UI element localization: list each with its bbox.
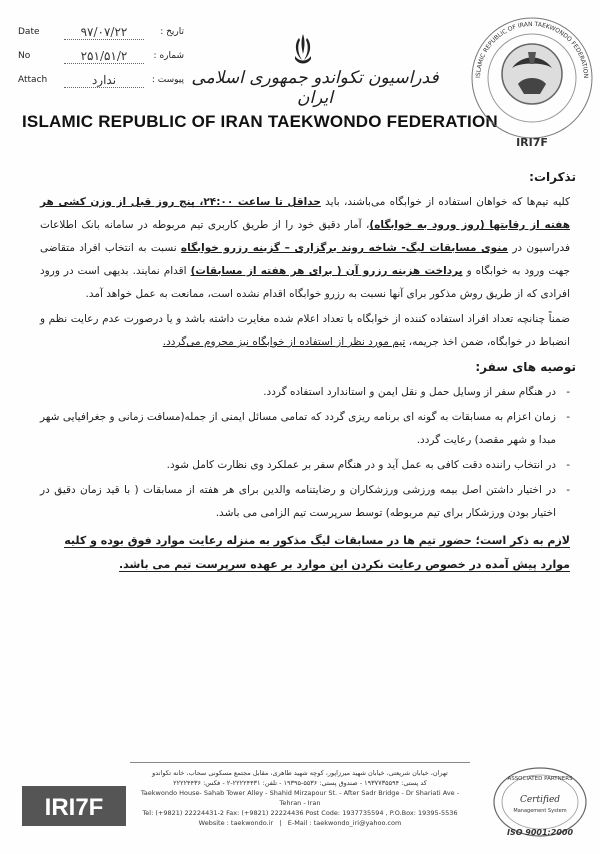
notes-paragraph-2 xyxy=(40,308,570,354)
notes-title: تذکرات: xyxy=(529,170,576,184)
iso-top-text: ASSOCIATED PARTNERS xyxy=(507,776,573,782)
p1-deadline: حداقل تا ساعت ۲۴:۰۰، پنج روز قبل از وزن کشی هر هفته از رقابتها (روز ورود به خوابگاه) xyxy=(40,196,570,231)
iso-label: ISO 9001:2000 xyxy=(506,828,574,837)
p1-payment: پرداخت هزینه رزرو آن ( برای هر هفته از مسابقات) xyxy=(190,265,463,277)
attach-row xyxy=(18,68,188,92)
travel-list xyxy=(40,381,570,525)
notes-paragraph-1 xyxy=(40,191,570,306)
date-value: ۹۷/۰۷/۲۲ xyxy=(64,25,144,40)
number-label-fa: شماره : xyxy=(153,51,184,61)
footer-phone-fa: کد پستی: ۱۹۳۷۷۳۵۵۹۴ - صندوق پستی: ۵۵۳۶-۱۹۳۹۵ - تلفن: ۲۲۲۲۴۴۳۱-۲ - فکس: ۲۲۲۲۴۴۳۶ xyxy=(173,779,427,787)
p1-part-c: ، آمار دقیق خود را از طریق کاربری تیم مربوطه در سامانه بانک اطلاعات فدراسیون در xyxy=(40,219,571,254)
iran-emblem-icon xyxy=(290,32,316,66)
travel-item: - در اختیار داشتن اصل بیمه ورزشی ورزشکاران و رضایتنامه والدین برای هر هفته از مسابقات ( با قید زمان دقیق در اختیار بودن ورزشکار برای تیم مربوطه) توسط سرپرست تیم الزامی می باشد. xyxy=(40,479,570,525)
iri-logo-icon xyxy=(22,786,126,826)
date-label-en: Date xyxy=(18,27,40,37)
iri-logo-text: IRI7F xyxy=(44,794,104,821)
footer-web-row: Website : taekwondo.ir | E-Mail : taekwondo_iri@yahoo.com xyxy=(198,819,402,827)
federation-seal-icon xyxy=(468,6,596,156)
footer-address-en: Taekwondo House- Sahab Tower Alley - Shahid Mirzapour St. - After Sadr Bridge - Dr Shariati Ave - Tehran - Iran xyxy=(140,789,460,807)
final-note-line-1: لازم به ذکر است؛ حضور تیم ها در مسابقات لیگ مذکور به منزله رعایت موارد فوق بوده و کلیه xyxy=(64,534,570,547)
iso-sub-text: Management System xyxy=(513,808,567,814)
date-label-fa: تاریخ : xyxy=(160,27,184,37)
travel-item: - در هنگام سفر از وسایل حمل و نقل ایمن و استاندارد استفاده گردد. xyxy=(40,381,570,404)
footer-contact xyxy=(130,768,470,828)
attach-label-en: Attach xyxy=(18,75,48,85)
p1-part-g: اقدام نمایند. بدیهی است در ورود افرادی که از طریق روش مذکور برای آنها نسبت به رزرو خوابگاه اقدام نشده است، ممانعت به عمل خواهد آمد. xyxy=(40,265,570,300)
footer-divider xyxy=(130,762,470,763)
attach-value: ندارد xyxy=(64,73,144,88)
federation-name-fa: فدراسیون تکواندو جمهوری اسلامی ایران xyxy=(191,68,439,108)
footer-address-fa: تهران، خیابان شریعتی، خیابان شهید میرزاپور، کوچه شهید طاهری، مقابل مجتمع مسکونی سحاب، خانه تکواندو xyxy=(152,769,448,777)
p2-penalty: تیم مورد نظر از استفاده از خوابگاه نیز محروم می‌گردد. xyxy=(162,336,406,348)
p1-part-a: کلیه تیم‌ها که خواهان استفاده از خوابگاه می‌باشند، باید xyxy=(320,196,570,208)
seal-abbr: IRI7F xyxy=(516,136,548,149)
p1-menu-path: منوی مسابقات لیگ- شاخه روند برگزاری – گزینه رزرو خوابگاه xyxy=(180,242,509,254)
travel-item: - در انتخاب راننده دقت کافی به عمل آید و در هنگام سفر بر عملکرد وی نظارت کامل شود. xyxy=(40,454,570,477)
federation-name-en: ISLAMIC REPUBLIC OF IRAN TAEKWONDO FEDERATION xyxy=(22,112,498,131)
footer-website: Website : taekwondo.ir xyxy=(198,819,274,827)
number-row xyxy=(18,44,188,68)
footer-phone-en: Tel: (+9821) 22224431-2 Fax: (+9821) 22224436 Post Code: 1937735594 , P.O.Box: 19395-5536 xyxy=(142,809,458,817)
date-row xyxy=(18,20,188,44)
letter-body xyxy=(40,166,576,577)
number-value: ۲۵۱/۵۱/۲ xyxy=(64,49,144,64)
number-label-en: No xyxy=(18,51,31,61)
final-note xyxy=(40,529,570,577)
final-note-line-2: موارد پیش آمده در خصوص رعایت نکردن این موارد بر عهده سرپرست تیم می باشد. xyxy=(118,558,570,571)
p2-part-a: ضمناً چنانچه تعداد افراد استفاده کننده از خوابگاه با تعداد اعلام شده مغایرت داشته باشد و یا درصورت عدم رعایت نظم و انضباط در خوابگاه، ضمن اخذ جریمه، xyxy=(40,313,570,348)
travel-item: - زمان اعزام به مسابقات به گونه ای برنامه ریزی گردد که تمامی مسائل ایمنی از جمله(مسافت زمانی و جغرافیایی شهر مبدا و شهر مقصد) رعایت گردد. xyxy=(40,406,570,452)
iso-certified-text: Certified xyxy=(519,795,561,805)
p1-part-e: نسبت به انتخاب افراد متقاضی جهت ورود به خوابگاه و xyxy=(40,242,571,277)
letter-meta xyxy=(18,20,188,92)
seal-text: ISLAMIC REPUBLIC OF IRAN TAEKWONDO FEDERATION xyxy=(474,20,590,79)
attach-label-fa: پیوست : xyxy=(151,75,184,85)
travel-title: توصیه های سفر: xyxy=(475,360,576,374)
footer-email: E-Mail : taekwondo_iri@yahoo.com xyxy=(287,819,402,827)
